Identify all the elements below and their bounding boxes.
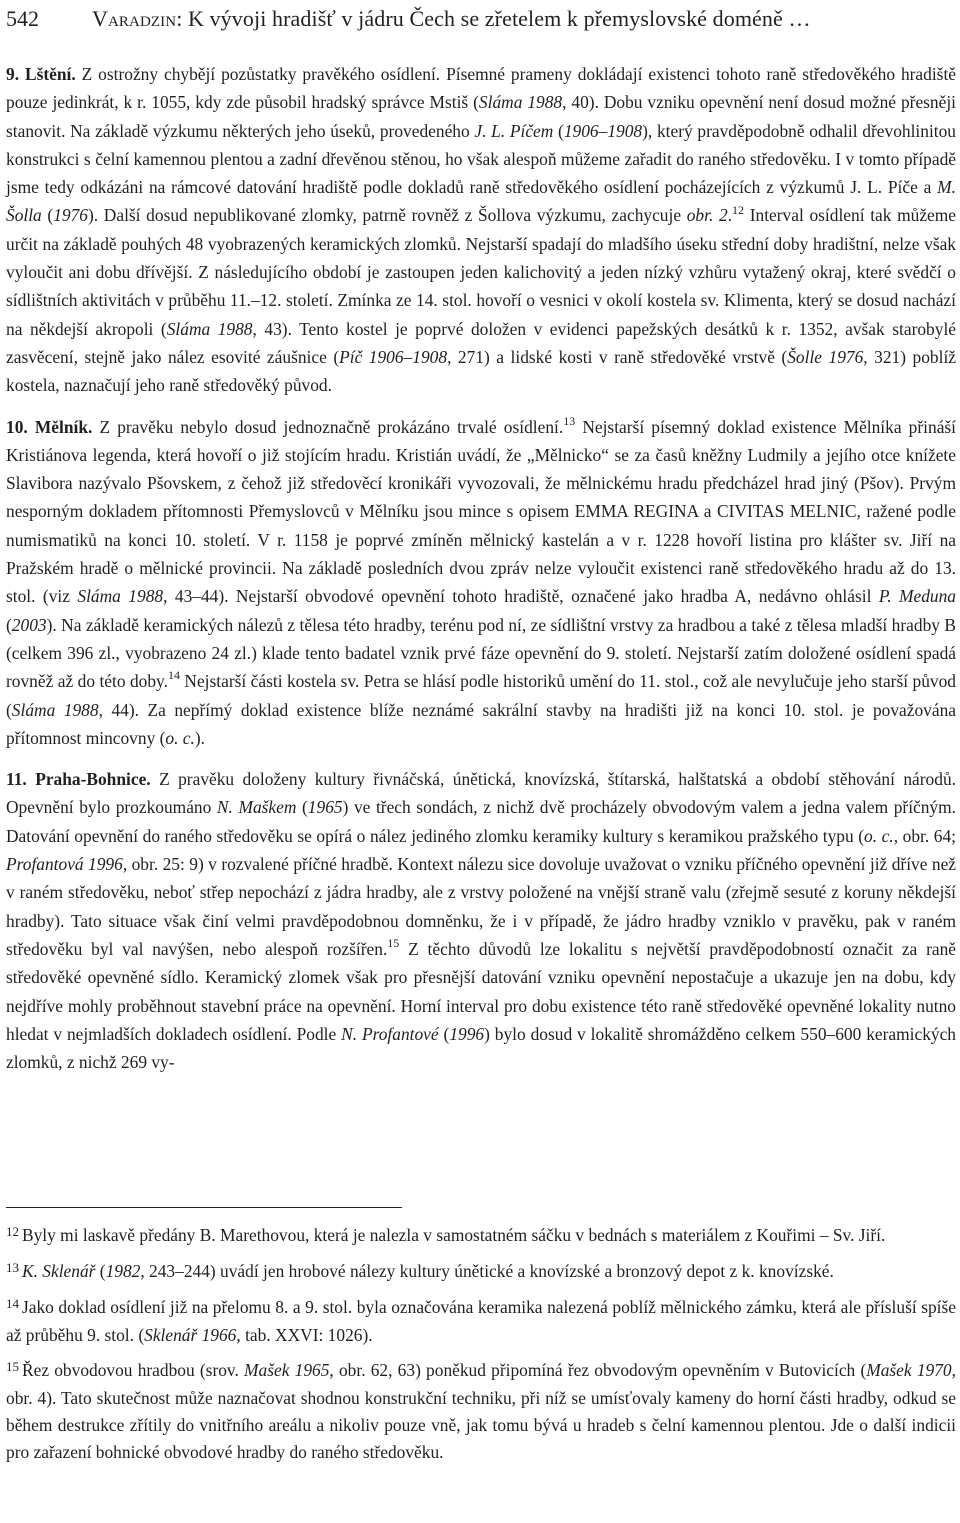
running-title	[92, 6, 811, 32]
italic-citation: Píč 1906–1908	[339, 346, 448, 367]
italic-citation: 1982	[105, 1261, 141, 1281]
italic-citation: 1906–1908	[563, 120, 643, 141]
footnote-number: 12	[6, 1224, 19, 1239]
italic-citation: 1976	[53, 205, 88, 226]
section-text	[6, 64, 956, 395]
italic-citation: obr. 2	[686, 205, 728, 226]
text-run: ), který pravděpodobně odhalil dřevohlinitou konstrukci s čelní kamennou plentou a zadní dřevěnou stěnou, ho však alespoň můžeme zařadit do raného středověku. I v tomto případě jsme tedy odkázáni na rámcové datování hradiště podle dokladů raně středověkého osídlení pocházejících z výzkumů J. L. Píče a	[6, 120, 957, 198]
italic-citation: P. Meduna	[878, 586, 957, 607]
italic-citation: 1996	[449, 1023, 485, 1044]
italic-citation: Sklenář 1966	[144, 1325, 237, 1345]
text-run: , obr. 4). Tato skutečnost může naznačovat shodnou konstrukční techniku, při níž se umísťovaly kameny do horní části hradby, odkud se během destrukce zřítily do vnitřního areálu a nikoliv pouze vně, jak tomu bývá u hradeb s čelní kamennou plentou. Jde o další indicii pro zařazení bohnické obvodové hradby do raného středověku.	[6, 1360, 956, 1462]
footnote-text	[22, 1225, 885, 1245]
footnote-ref: 14	[167, 668, 180, 683]
italic-citation: o. c.	[165, 727, 195, 748]
italic-citation: K. Sklenář	[22, 1261, 96, 1281]
italic-citation: Sláma 1988	[77, 586, 164, 607]
text-run: ). Na základě keramických nálezů z tělesa této hradby, terénu pod ní, ze sídlištní vrstvy za hradbou a také z tělesa mladší hradby B (celkem 396 zl., vyobrazeno 24 zl.) klade tento badatel vznik prvé fáze opevnění do 9. století. Nejstarší zatím doložené osídlení spadá rovněž až do této doby.	[6, 614, 956, 692]
text-run: (	[6, 614, 12, 635]
italic-citation: 1965	[307, 797, 343, 818]
text-run: , tab. XXVI: 1026).	[236, 1325, 373, 1345]
text-run: , 43). Tento kostel je poprvé doložen v evidenci papežských desátků k r. 1352, avšak starobylé zasvěcení, stejně jako nález esovité záušnice (	[6, 318, 957, 367]
section-text	[6, 769, 956, 1072]
text-run: Z těchto důvodů lze lokalitu s největší pravděpodobností označit za raně středověké opevněné sídlo. Keramický zlomek však pro přesnější datování vzniku opevnění nepostačuje a ukazuje jen na dobu, kdy nejdříve mohly proběhnout stavební práce na opevnění. Horní interval pro dobu existence této raně středověké opevněné lokality nutno hledat v nejmladších dokladech osídlení. Podle	[6, 938, 956, 1044]
text-run: , obr. 25: 9) v rozvalené příčné hradbě. Kontext nálezu sice dovoluje uvažovat o vzniku příčného opevnění již dříve než v raném středověku, neboť střep nepochází z jádra hradby, ale z vrstvy položené na vnější straně valu (zřejmě sesuté z koruny někdejší hradby). Tato situace však činí velmi pravděpodobnou domněnku, že i v případě, že jádro hradby vzniklo v pravěku, pak v raném středověku byl val navýšen, nebo alespoň rozšířen.	[6, 854, 957, 959]
italic-citation: N. Profantové	[341, 1023, 439, 1044]
text-run: ) bylo dosud v lokalitě shromážděno celkem 550–600 keramických zlomků, z nichž 269 vy-	[6, 1023, 957, 1073]
text-run: (	[296, 797, 308, 818]
footnote-text	[22, 1261, 834, 1281]
footnote-13	[6, 1258, 956, 1286]
footnote-text	[6, 1297, 956, 1345]
italic-citation: o. c.	[864, 825, 894, 846]
header-title: : K vývoji hradišť v jádru Čech se zřetelem k přemyslovské doméně …	[176, 6, 811, 31]
text-run: (	[41, 205, 54, 226]
footnote-12	[6, 1222, 956, 1250]
text-run: (	[95, 1261, 106, 1281]
footnotes	[6, 1222, 956, 1474]
section-heading: 10. Mělník.	[6, 416, 93, 437]
section-heading: 11. Praha-Bohnice.	[6, 769, 151, 790]
text-run: , 243–244) uvádí jen hrobové nálezy kultury únětické a knovízské a bronzový depot z k. knovízské.	[140, 1261, 834, 1281]
italic-citation: Šolle 1976	[787, 346, 864, 367]
footnote-text	[6, 1360, 956, 1462]
italic-citation: Mašek 1970	[866, 1360, 952, 1380]
text-run: ). Další dosud nepublikované zlomky, patrně rovněž z Šollova výzkumu, zachycuje	[88, 205, 687, 226]
italic-citation: Mašek 1965	[244, 1360, 330, 1380]
text-run: Řez obvodovou hradbou (srov.	[22, 1360, 245, 1380]
page-number: 542	[6, 6, 39, 31]
text-run: .	[727, 205, 733, 226]
text-run: Byly mi laskavě předány B. Marethovou, která je nalezla v samostatném sáčku v bednách s materiálem z Kouřimi – Sv. Jiří.	[22, 1225, 886, 1245]
section-melnik	[6, 413, 956, 753]
italic-citation: Sláma 1988	[11, 699, 99, 720]
footnote-divider	[6, 1207, 402, 1208]
footnote-number: 14	[6, 1296, 19, 1311]
section-lsteni	[6, 60, 956, 400]
section-heading: 9. Lštění.	[6, 64, 76, 84]
text-run: (	[438, 1023, 450, 1044]
footnote-number: 13	[6, 1260, 19, 1275]
text-run: Z pravěku nebylo dosud jednoznačně prokázáno trvalé osídlení.	[92, 416, 564, 437]
italic-citation: N. Maškem	[216, 797, 297, 818]
text-run: Z pravěku doloženy kultury řivnáčská, únětická, knovízská, štítarská, halštatská a období stěhování národů. Opevnění bylo prozkoumáno	[6, 769, 956, 818]
section-praha-bohnice	[6, 765, 956, 1076]
text-run: ) ve třech sondách, z nichž dvě procházely obvodovým valem a jedna valem příčným. Datování opevnění do raného středověku se opírá o nález jediného zlomku keramiky kultury s keramikou pražského typu (	[6, 797, 957, 846]
text-run: , 40). Dobu vzniku opevnění není dosud možné přesněji stanovit. Na základě výzkumu některých jeho úseků, provedeného	[6, 92, 957, 141]
body-text	[6, 60, 956, 1089]
running-header	[6, 6, 956, 36]
text-run: , obr. 62, 63) poněkud připomíná řez obvodovým opevněním v Butovicích (	[329, 1360, 867, 1380]
footnote-15	[6, 1357, 956, 1466]
text-run: Jako doklad osídlení již na přelomu 8. a 9. stol. byla označována keramika nalezená poblíž mělnického zámku, která ale přísluší spíše až průběhu 9. stol. (	[6, 1297, 956, 1345]
footnote-ref: 13	[563, 413, 576, 428]
italic-citation: Sláma 1988	[166, 318, 253, 339]
section-text	[6, 413, 957, 748]
text-run: , 43–44). Nejstarší obvodové opevnění tohoto hradiště, označené jako hradba A, nedávno ohlásil	[163, 586, 879, 607]
footnote-ref: 12	[732, 202, 745, 217]
italic-citation: Sláma 1988	[478, 92, 563, 113]
text-run: , 321) poblíž kostela, naznačují jeho raně středověký původ.	[6, 346, 957, 396]
text-run: Nejstarší části kostela sv. Petra se hlásí podle historiků umění do 11. stol., což ale nevylučuje jeho starší původ (	[6, 671, 956, 720]
text-run: (	[553, 120, 564, 141]
text-run: , 44). Za nepřímý doklad existence blíže neznámé sakrální stavby na hradišti již na konci 10. stol. je považována přítomnost mincovny (	[6, 699, 956, 748]
text-run: Interval osídlení tak můžeme určit na základě pouhých 48 vyobrazených keramických zlomků. Nejstarší spadají do mladšího úseku střední doby hradištní, nelze však vyloučit ani dobu dřívější. Z následujícího období je zastoupen jeden kalichovitý a jeden nízký vzhůru vytažený okraj, které svědčí o sídlištních aktivitách v průběhu 11.–12. století. Zmínka ze 14. stol. hovoří o vesnici v okolí kostela sv. Klimenta, který se dosud nachází na někdejší akropoli (	[6, 205, 957, 339]
italic-citation: Profantová 1996	[6, 854, 123, 875]
footnote-number: 15	[6, 1359, 19, 1374]
footnote-14	[6, 1294, 956, 1349]
text-run: , 271) a lidské kosti v raně středověké vrstvě (	[447, 346, 788, 367]
italic-citation: M. Šolla	[6, 177, 956, 226]
text-run: Z ostrožny chybějí pozůstatky pravěkého osídlení. Písemné prameny dokládají existenci tohoto raně středověkého hradiště pouze jedinkrát, k r. 1055, kdy zde působil hradský správce Mstiš (	[6, 64, 956, 113]
text-run: , obr. 64;	[893, 825, 956, 846]
text-run: Nejstarší písemný doklad existence Mělníka přináší Kristiánova legenda, která hovoří o již stojícím hradu. Kristián uvádí, že „Mělnicko“ se za časů kněžny Ludmily a jejího otce knížete Slavibora nazývalo Pšovskem, z čehož již středověcí kronikáři vyvozovali, že mělnickému hradu předcházel hrad jiný (Pšov). Prvým nesporným dokladem přítomnosti Přemyslovců v Mělníku jsou mince s opisem EMMA REGINA a CIVITAS MELNIC, ražené podle numismatiků na konci 10. století. V r. 1158 je poprvé zmíněn mělnický kastelán a v r. 1228 hovoří listina pro klášter sv. Jiří na Pražském hradě o mělnické provincii. Na základě posledních dvou zpráv nelze vyloučit existenci raně středověkého hradu až do 13. stol. (viz	[6, 416, 957, 607]
footnote-ref: 15	[387, 936, 400, 951]
text-run: ).	[194, 727, 206, 748]
header-author: Varadzin	[92, 6, 177, 31]
italic-citation: J. L. Píčem	[474, 120, 554, 141]
italic-citation: 2003	[11, 614, 47, 635]
